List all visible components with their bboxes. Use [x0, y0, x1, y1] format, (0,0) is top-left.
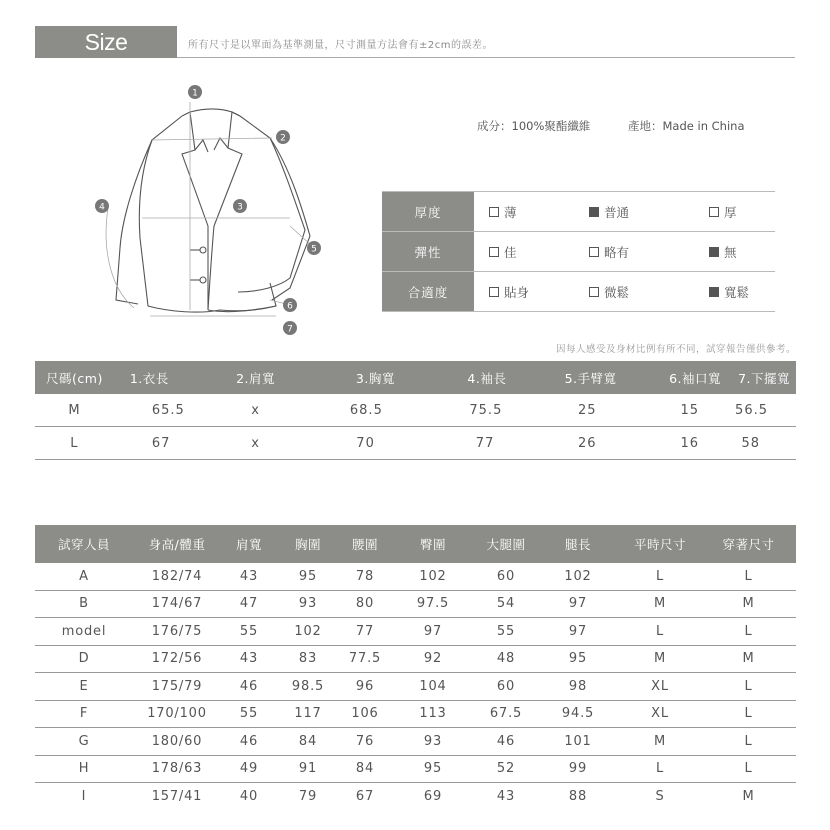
- table-row: [35, 645, 796, 673]
- feature-option: 無: [709, 232, 737, 271]
- origin-info: 產地：Made in China: [628, 119, 745, 133]
- feature-option: 寬鬆: [709, 272, 749, 311]
- marker-1-label: 1: [192, 88, 198, 99]
- table-cell: M: [619, 645, 701, 673]
- table-cell: L: [619, 563, 701, 590]
- marker-6-label: 6: [287, 301, 293, 312]
- column-header: 1.衣長: [114, 361, 216, 394]
- table-row: [35, 563, 796, 590]
- table-cell: M: [619, 590, 701, 618]
- column-header: 7.下擺寬: [735, 361, 796, 394]
- table-cell: 67: [114, 427, 216, 460]
- table-cell: 176/75: [133, 618, 221, 646]
- table-row: [35, 590, 796, 618]
- table-cell: 98.5: [277, 673, 339, 701]
- column-header: 平時尺寸: [619, 525, 701, 563]
- table-cell: 93: [391, 728, 475, 756]
- table-cell: 43: [496, 788, 516, 804]
- table-cell: 43: [221, 563, 277, 590]
- table-cell: 77: [339, 618, 391, 646]
- table-cell: 76: [339, 728, 391, 756]
- table-cell: 55: [221, 618, 277, 646]
- try-on-report-table: [35, 525, 796, 810]
- table-cell: 77: [425, 427, 527, 460]
- table-cell: H: [35, 755, 133, 783]
- feature-option: 略有: [589, 232, 629, 271]
- table-cell: 93: [277, 590, 339, 618]
- table-cell: 78: [339, 563, 391, 590]
- table-cell: D: [35, 645, 133, 673]
- feature-option: 貼身: [489, 272, 529, 311]
- table-cell: 68.5: [295, 394, 425, 427]
- table-cell: 47: [221, 590, 277, 618]
- feature-label: 彈性: [382, 232, 474, 271]
- table-cell: 48: [475, 645, 537, 673]
- table-cell: 178/63: [133, 755, 221, 783]
- checkbox-empty-icon: [709, 207, 719, 217]
- table-cell: 182/74: [133, 563, 221, 590]
- table-row: [35, 427, 796, 460]
- fabric-feature-table: [382, 191, 775, 312]
- table-cell: B: [35, 590, 133, 618]
- checkbox-empty-icon: [489, 247, 499, 257]
- table-cell: 97: [537, 618, 619, 646]
- table-cell: 26: [526, 427, 630, 460]
- column-header: 試穿人員: [35, 525, 133, 563]
- table-cell: 101: [537, 728, 619, 756]
- marker-2-label: 2: [280, 133, 286, 144]
- table-cell: 106: [339, 700, 391, 728]
- column-header: 身高/體重: [133, 525, 221, 563]
- table-cell: 58: [735, 427, 796, 460]
- table-cell: 99: [537, 755, 619, 783]
- fit-table-header: [35, 525, 796, 563]
- table-cell: M: [35, 394, 114, 427]
- column-header: 臀圍: [391, 525, 475, 563]
- table-cell: L: [701, 755, 796, 783]
- table-cell: E: [35, 673, 133, 701]
- table-cell: 46: [475, 728, 537, 756]
- table-cell: 174/67: [133, 590, 221, 618]
- table-cell: I: [81, 788, 87, 804]
- header-divider: [177, 57, 795, 58]
- disclaimer-note: 因每人感受及身材比例有所不同，試穿報告僅供參考。: [555, 344, 796, 355]
- column-header: 胸圍: [277, 525, 339, 563]
- table-cell: F: [35, 700, 133, 728]
- feature-option: 佳: [489, 232, 517, 271]
- table-cell: 102: [391, 563, 475, 590]
- table-cell: 157/41: [151, 788, 203, 804]
- column-header: 2.肩寬: [216, 361, 295, 394]
- table-cell: 97.5: [391, 590, 475, 618]
- marker-7-label: 7: [287, 324, 293, 335]
- feature-option: 厚: [709, 192, 737, 231]
- table-cell: 96: [339, 673, 391, 701]
- table-cell: 40: [239, 788, 259, 804]
- material-info: 成分：100%聚酯纖維: [477, 119, 591, 133]
- table-cell: 95: [537, 645, 619, 673]
- column-header: 6.袖口寬: [631, 361, 736, 394]
- table-cell: 104: [391, 673, 475, 701]
- table-cell: M: [742, 788, 755, 804]
- feature-label: 厚度: [382, 192, 474, 231]
- table-cell: S: [655, 788, 665, 804]
- table-cell: G: [35, 728, 133, 756]
- table-cell: 92: [391, 645, 475, 673]
- table-row: [35, 728, 796, 756]
- table-cell: 80: [339, 590, 391, 618]
- checkbox-empty-icon: [489, 287, 499, 297]
- table-cell: 95: [277, 563, 339, 590]
- column-header: 肩寬: [221, 525, 277, 563]
- table-cell: 43: [221, 645, 277, 673]
- table-cell: L: [701, 563, 796, 590]
- column-header: 腰圍: [339, 525, 391, 563]
- table-cell: L: [35, 427, 114, 460]
- table-cell: 49: [221, 755, 277, 783]
- column-header: 穿著尺寸: [701, 525, 796, 563]
- table-cell: 67.5: [475, 700, 537, 728]
- column-header: 4.袖長: [425, 361, 527, 394]
- table-cell: 175/79: [133, 673, 221, 701]
- table-cell: 94.5: [537, 700, 619, 728]
- table-cell: 46: [221, 673, 277, 701]
- marker-4-label: 4: [99, 202, 105, 213]
- table-row: [35, 700, 796, 728]
- table-cell: 25: [526, 394, 630, 427]
- table-cell: 113: [391, 700, 475, 728]
- table-cell: 84: [339, 755, 391, 783]
- column-header: 腿長: [537, 525, 619, 563]
- feature-row-fit: [382, 271, 775, 312]
- table-row: [35, 394, 796, 427]
- table-cell: 75.5: [425, 394, 527, 427]
- feature-label: 合適度: [382, 272, 474, 311]
- column-header: 尺碼(cm): [35, 361, 114, 394]
- checkbox-filled-icon: [709, 287, 719, 297]
- table-cell: A: [35, 563, 133, 590]
- table-cell: 54: [475, 590, 537, 618]
- feature-option: 微鬆: [589, 272, 629, 311]
- feature-option: 普通: [589, 192, 629, 231]
- table-cell: L: [619, 755, 701, 783]
- table-cell: L: [619, 618, 701, 646]
- column-header: 5.手臂寬: [526, 361, 630, 394]
- table-row: [35, 783, 796, 810]
- table-cell: 102: [537, 563, 619, 590]
- checkbox-filled-icon: [589, 207, 599, 217]
- jacket-diagram: [90, 78, 350, 340]
- table-cell: 52: [475, 755, 537, 783]
- column-header: 3.胸寬: [295, 361, 425, 394]
- table-cell: 60: [475, 673, 537, 701]
- table-cell: 65.5: [114, 394, 216, 427]
- table-cell: 102: [277, 618, 339, 646]
- table-cell: 97: [391, 618, 475, 646]
- table-cell: 70: [295, 427, 425, 460]
- table-cell: 56.5: [735, 394, 796, 427]
- table-cell: M: [701, 590, 796, 618]
- table-cell: 46: [221, 728, 277, 756]
- checkbox-empty-icon: [589, 247, 599, 257]
- table-cell: 95: [391, 755, 475, 783]
- feature-option: 薄: [489, 192, 517, 231]
- table-cell: L: [701, 618, 796, 646]
- table-cell: 15: [631, 394, 736, 427]
- table-cell: 55: [475, 618, 537, 646]
- table-cell: 117: [277, 700, 339, 728]
- table-cell: 97: [537, 590, 619, 618]
- table-cell: XL: [619, 700, 701, 728]
- table-cell: M: [701, 645, 796, 673]
- table-cell: 16: [631, 427, 736, 460]
- table-cell: 88: [568, 788, 588, 804]
- table-cell: 172/56: [133, 645, 221, 673]
- table-cell: 77.5: [339, 645, 391, 673]
- table-row: [35, 755, 796, 783]
- measurement-note: 所有尺寸是以單面為基準測量，尺寸測量方法會有±2cm的誤差。: [188, 40, 493, 51]
- table-cell: 98: [537, 673, 619, 701]
- table-cell: 91: [277, 755, 339, 783]
- table-row: [35, 673, 796, 701]
- table-cell: x: [216, 394, 295, 427]
- table-cell: M: [619, 728, 701, 756]
- checkbox-empty-icon: [589, 287, 599, 297]
- table-cell: L: [701, 673, 796, 701]
- feature-row-thickness: [382, 191, 775, 231]
- column-header: 大腿圍: [475, 525, 537, 563]
- table-cell: 79: [298, 788, 318, 804]
- table-cell: 83: [277, 645, 339, 673]
- page-title: Size Information: [35, 26, 177, 58]
- table-cell: 67: [355, 788, 375, 804]
- table-row: [35, 618, 796, 646]
- table-cell: L: [701, 700, 796, 728]
- feature-row-elasticity: [382, 231, 775, 271]
- checkbox-empty-icon: [489, 207, 499, 217]
- checkbox-filled-icon: [709, 247, 719, 257]
- table-cell: 60: [475, 563, 537, 590]
- table-cell: 170/100: [133, 700, 221, 728]
- table-cell: 55: [221, 700, 277, 728]
- marker-3-label: 3: [237, 202, 243, 213]
- size-table: [35, 361, 796, 460]
- table-cell: x: [216, 427, 295, 460]
- table-cell: 180/60: [133, 728, 221, 756]
- table-cell: 84: [277, 728, 339, 756]
- table-cell: XL: [619, 673, 701, 701]
- table-cell: L: [701, 728, 796, 756]
- table-cell: model: [35, 618, 133, 646]
- table-cell: 69: [423, 788, 443, 804]
- size-table-header: [35, 361, 796, 394]
- marker-5-label: 5: [311, 244, 317, 255]
